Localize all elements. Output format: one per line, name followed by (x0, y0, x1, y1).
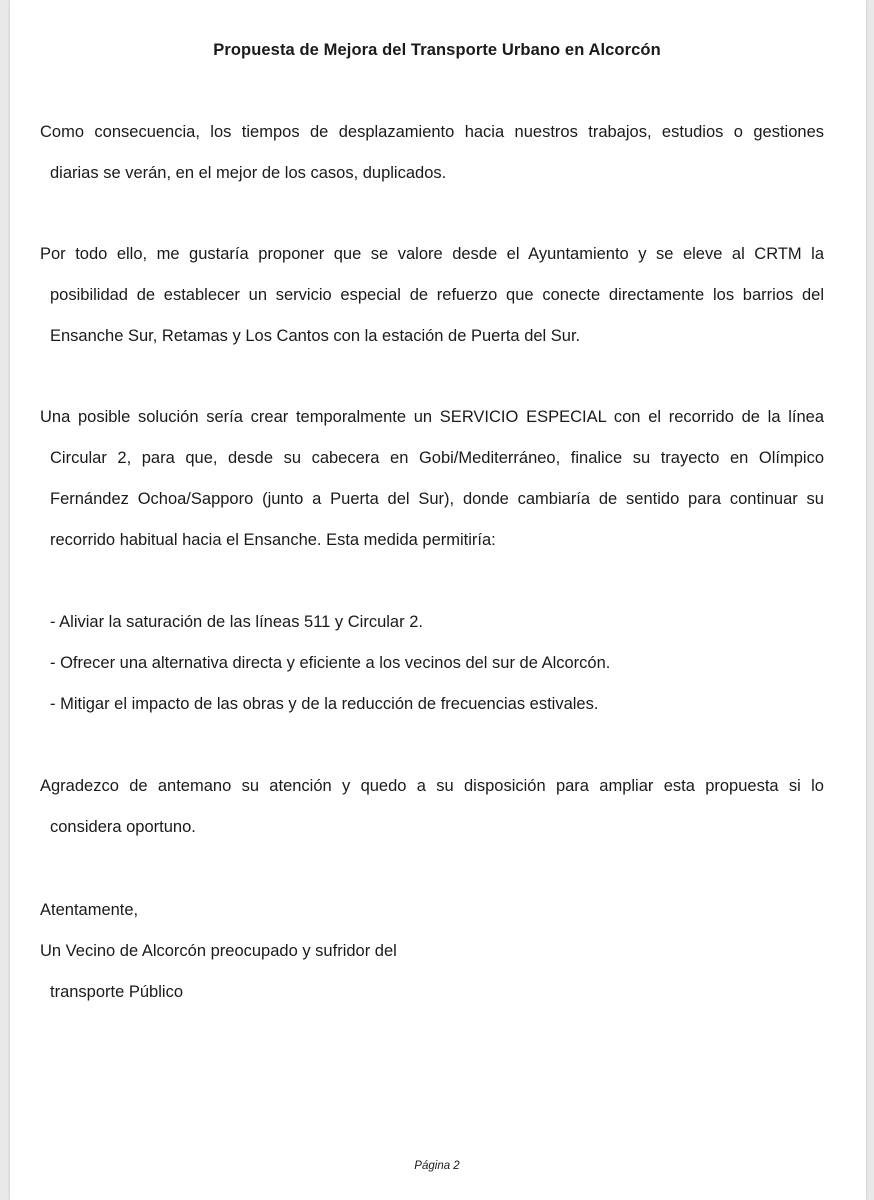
signature-line: transporte Público (50, 983, 183, 1001)
list-item: - Ofrecer una alternativa directa y eficiente a los vecinos del sur de Alcorcón. (50, 654, 611, 672)
paragraph-line: diarias se verán, en el mejor de los casos, duplicados. (50, 164, 447, 182)
paragraph-line: Circular 2, para que, desde su cabecera en Gobi/Mediterráneo, finalice su trayecto en Olímpico (50, 449, 824, 467)
paragraph-line: Por todo ello, me gustaría proponer que se valore desde el Ayuntamiento y se eleve al CRTM la (40, 245, 824, 263)
paragraph-solution (40, 397, 824, 561)
document-title: Propuesta de Mejora del Transporte Urbano en Alcorcón (213, 41, 661, 59)
paragraph-line: recorrido habitual hacia el Ensanche. Esta medida permitiría: (50, 531, 496, 549)
list-item: - Mitigar el impacto de las obras y de la reducción de frecuencias estivales. (50, 695, 599, 713)
signature-line: Un Vecino de Alcorcón preocupado y sufridor del (40, 942, 397, 960)
paragraph-closing (40, 766, 824, 848)
salutation: Atentamente, (40, 901, 139, 919)
paragraph-consequence (40, 112, 824, 194)
paragraph-line: considera oportuno. (50, 818, 196, 836)
document-page (10, 0, 866, 1200)
list-item: - Aliviar la saturación de las líneas 511 y Circular 2. (50, 613, 423, 631)
paragraph-line: Ensanche Sur, Retamas y Los Cantos con la estación de Puerta del Sur. (50, 327, 581, 345)
signature-block (40, 890, 397, 1013)
paragraph-line: posibilidad de establecer un servicio especial de refuerzo que conecte directamente los barrios del (50, 286, 824, 304)
paragraph-line: Fernández Ochoa/Sapporo (junto a Puerta del Sur), donde cambiaría de sentido para continuar su (50, 490, 824, 508)
paragraph-line: Como consecuencia, los tiempos de desplazamiento hacia nuestros trabajos, estudios o gestiones (40, 123, 824, 141)
paragraph-line: Agradezco de antemano su atención y quedo a su disposición para ampliar esta propuesta si lo (40, 777, 824, 795)
benefits-list (50, 602, 610, 725)
paragraph-proposal (40, 234, 824, 357)
paragraph-line: Una posible solución sería crear temporalmente un SERVICIO ESPECIAL con el recorrido de la línea (40, 408, 824, 426)
page-number: Página 2 (414, 1160, 460, 1172)
